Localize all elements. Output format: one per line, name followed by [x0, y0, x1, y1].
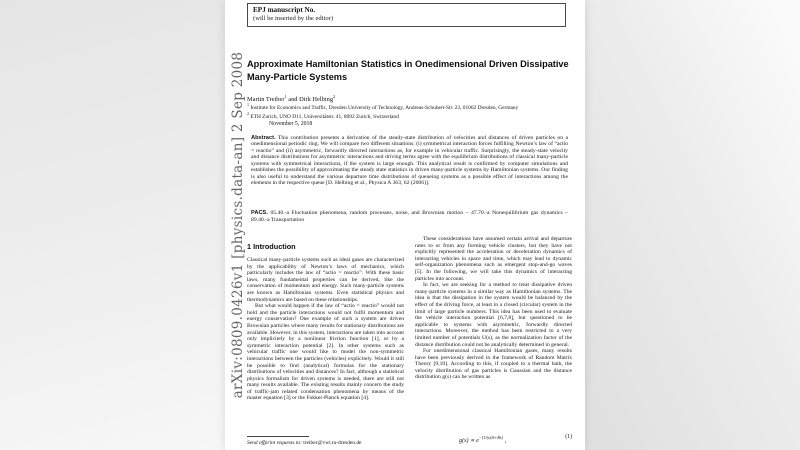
manuscript-no-note: (will be inserted by the editor) [253, 14, 334, 22]
paper-title: Approximate Hamiltonian Statistics in Onedimensional Driven Dissipative Many-Particle Systems [247, 59, 569, 82]
abstract-block [251, 135, 568, 187]
affiliation-2-marker: 2 [247, 111, 249, 117]
author-1-name: Martin Treiber [247, 96, 285, 104]
affiliation-2-text: ETH Zurich, UNO D11, Universitätstr. 41, 8092 Zurich, Switzerland [250, 114, 399, 121]
equation-1-tail: , [503, 437, 507, 445]
two-column-body [247, 236, 572, 450]
abstract-text: This contribution presents a derivation of the steady-state distribution of velocities and distances of driven particles on a onedimensional periodic ring. We will compare two different situations: (i) symmetrical interaction forces fulfilling Newton’s law of “actio = reactio” and (ii) asymmetric, forwardly directed interactions as, for example in vehicular traffic. Surprisingly, the steady-state velocity and distance distributions for asymmetric interactions and driving terms agree with the equilibrium distributions of classical many-particle systems with symmetrical interactions, if the system is large enough. This analytical result is confirmed by computer simulations and establishes the possibility of approximating the steady state statistics in driven many-particle systems by Hamiltonian systems. Our finding is also useful to understand the various departure time distributions of queueing systems as a possible effect of interactions among the elements in the respective queue [D. Helbing et al., Physica A 363, 62 (2006)]. [251, 135, 568, 187]
affiliation-1-text: Institute for Economics and Traffic, Dresden University of Technology, Andreas-Schubert-Str. 23, 01062 Dresden, Germany [250, 104, 519, 111]
author-2-name: Dirk Helbing [299, 96, 334, 104]
equation-1-exponent: −[U(s)/θ+Bs] [478, 435, 504, 440]
manuscript-number-box [247, 3, 566, 27]
arxiv-identifier-stamp: arXiv:0809.0426v1 [physics.data-an] 2 Sep 2008 [230, 51, 246, 399]
paper-page [225, 0, 585, 450]
offprint-email: treiber@vwi.tu-dresden.de [303, 439, 362, 446]
pacs-text: 05.40.-a Fluctuation phenomena, random processes, noise, and Brownian motion – 47.70.-a Nonequilibrium gas dynamics – 89.40.-a Transportation [251, 210, 569, 223]
left-column [247, 236, 404, 450]
right-paragraph-1: These considerations have assumed certain arrival and departure rates to or from any forming vehicle clusters, but they have not explicitly represented the acceleration or deceleration dynamics of interacting vehicles in space and time, which may lead to dynamic self-organization phenomena such as emergent stop-and-go waves [5]. In the following, we will take this dynamics of interacting particles into account. [415, 236, 572, 282]
right-column [415, 236, 572, 450]
affiliations [247, 102, 573, 121]
date-line: November 5, 2018 [269, 121, 313, 127]
authors-conjunction: and [286, 96, 300, 104]
intro-paragraph-2: But what would happen if the law of “actio = reactio” would not hold and the particle interactions would not fulfil momentum and energy conservation? One example of such a system are driven Brownian particles where many results for stationary distributions are available. However, in this system, interactions are taken into account only implicitely by a nonlinear friction function [1], or by a symmetric interaction potential [2]. In other systems such as vehicular traffic one would like to model the non-symmetric interactions between the particles (vehicles) explicitely. Would it still be possible to find (analytical) formulas for the stationary distributions of velocities and distances? In fact, although a statistical physics formalism for driven systems is needed, there are still not many results available. The existing results mainly concern the study of traffic-jam related condensation phenomena by means of the master equation [3] or the Fokker-Planck equation [4]. [247, 303, 404, 402]
footnote-rule [247, 436, 309, 437]
offprint-label: Send offprint requests to: [247, 439, 302, 446]
abstract-label: Abstract. [251, 135, 276, 141]
background-right-gradient [585, 0, 800, 450]
author-1-affil-marker: 1 [284, 94, 287, 99]
footnote-block [247, 436, 404, 446]
affiliation-1 [247, 102, 573, 111]
right-paragraph-3: For onedimensional classical Hamiltonian gases, many results have been previously derived in the framework of Random Matrix Theory [9,10]. According to this, if coupled to a thermal bath, the velocity distribution of gas particles is Gaussian and the distance distribution g(s) can be written as [415, 348, 572, 381]
author-2-affil-marker: 2 [333, 94, 336, 99]
affiliation-1-marker: 1 [247, 102, 249, 107]
equation-1-lhs: g(s) ∝ e [459, 437, 479, 445]
equation-1-number: (1) [565, 434, 572, 440]
equation-1 [415, 433, 572, 443]
intro-paragraph-1: Classical many-particle systems such as ideal gases are characterized by the applicability of Newton’s laws of mechanics, which particularly includes the law of “actio = reactio”. With these basic laws, many fundamental properties can be derived, like the conservation of momentum and energy. Such many-particle systems are known as Hamiltonian systems. Even statistical physics and thermodynamics are based on these relationships. [247, 257, 404, 303]
right-paragraph-2: In fact, we are seeking for a method to treat dissipative driven many-particle systems in a similar way as Hamiltonian systems. The idea is that the dissipation in the system would be balanced by the effect of the driving force, at least in a closed (circular) system in the limit of large particle numbers. This idea has been used to evaluate the vehicle interaction potential [6,7,8], but questioned to be applicable to systems with asymmetric, forwardly directed interactions. Moreover, the method has been restricted to a very limited number of potentials U(s), as the normalization factor of the distance distribution could not be analytically determined in general. [415, 282, 572, 348]
pacs-block [251, 210, 568, 223]
background-left-gradient [0, 0, 225, 450]
offprint-request-note [247, 440, 404, 446]
pacs-label: PACS. [251, 210, 268, 216]
manuscript-no-label: EPJ manuscript No. [253, 6, 316, 14]
equation-1-body [459, 433, 506, 445]
section-1-heading: 1 Introduction [247, 242, 296, 251]
affiliation-2 [247, 111, 573, 120]
